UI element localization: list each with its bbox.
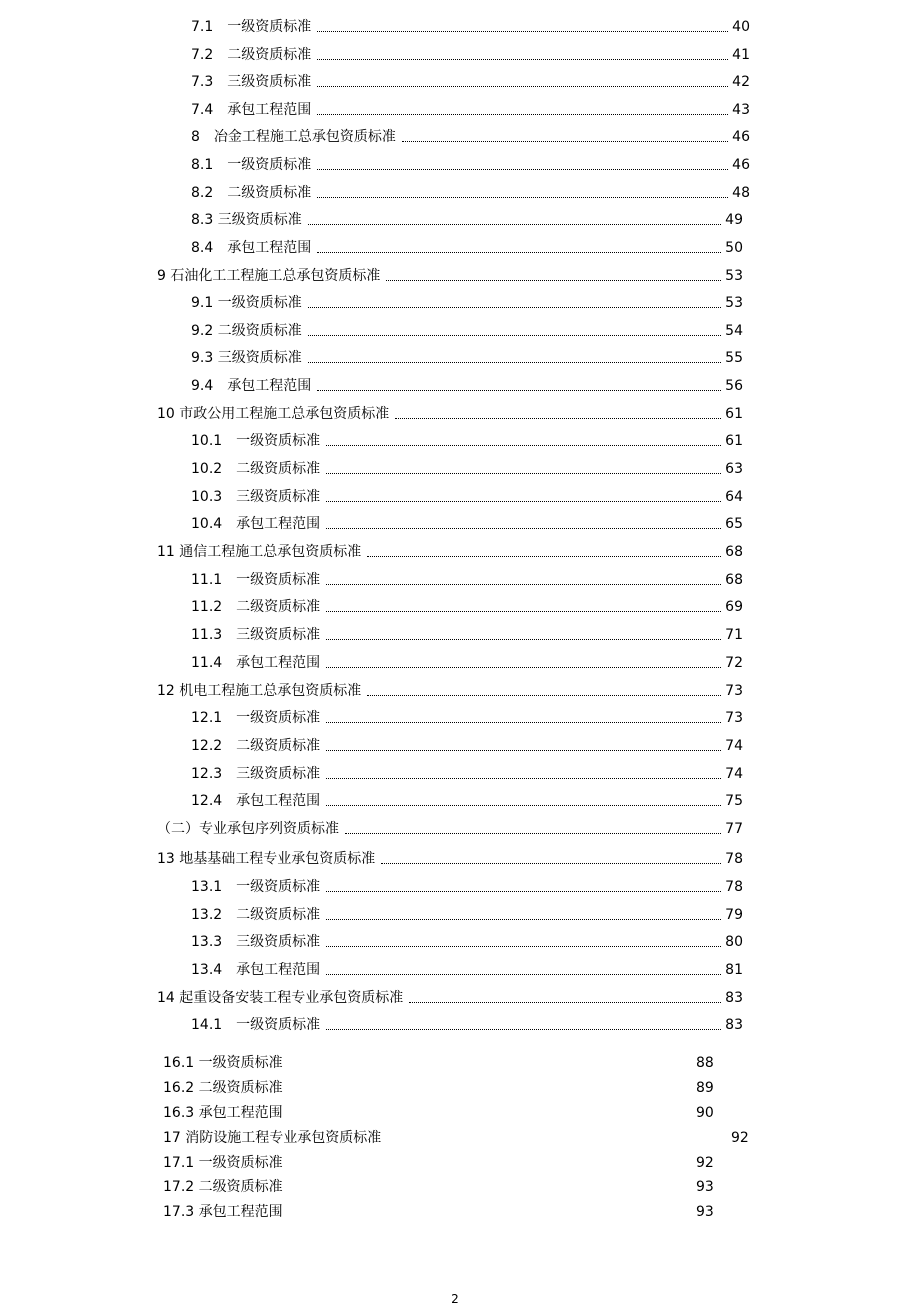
- toc-entry[interactable]: [191, 960, 743, 980]
- dot-leader: [326, 891, 721, 892]
- toc-entry-page: 69: [725, 599, 743, 615]
- toc-entry-page: 50: [725, 240, 743, 256]
- toc-entry[interactable]: [191, 321, 743, 341]
- toc-entry-page: 56: [725, 378, 743, 394]
- toc-entry-page: 90: [696, 1105, 714, 1121]
- dot-leader: [326, 501, 721, 502]
- dot-leader: [409, 1002, 721, 1003]
- toc-entry[interactable]: [191, 376, 743, 396]
- dot-leader: [326, 611, 721, 612]
- toc-entry-page: 53: [725, 268, 743, 284]
- dot-leader: [317, 390, 721, 391]
- toc-entry-label: 11 通信工程施工总承包资质标准: [157, 544, 362, 560]
- toc-entry-page: 78: [725, 879, 743, 895]
- toc-entry[interactable]: [157, 404, 743, 424]
- toc-entry-page: 61: [725, 406, 743, 422]
- toc-entry-label: 11.2 二级资质标准: [191, 599, 321, 615]
- toc-entry[interactable]: [191, 487, 743, 507]
- toc-entry-page: 61: [725, 433, 743, 449]
- dot-leader: [326, 528, 721, 529]
- toc-entry-label: 8 冶金工程施工总承包资质标准: [191, 129, 396, 145]
- dot-leader: [317, 169, 728, 170]
- toc-entry-label: 13.2 二级资质标准: [191, 907, 321, 923]
- toc-entry-page: 73: [725, 683, 743, 699]
- toc-entry-page: 75: [725, 793, 743, 809]
- toc-entry-label: 10 市政公用工程施工总承包资质标准: [157, 406, 390, 422]
- toc-entry-label: 8.2 二级资质标准: [191, 185, 312, 201]
- dot-leader: [308, 224, 721, 225]
- toc-entry-page: 48: [732, 185, 750, 201]
- toc-entry-page: 63: [725, 461, 743, 477]
- toc-entry[interactable]: [163, 1053, 763, 1073]
- toc-entry-label: 17.1 一级资质标准: [163, 1155, 283, 1171]
- toc-entry-label: （二）专业承包序列资质标准: [157, 821, 339, 837]
- toc-entry[interactable]: [157, 819, 743, 839]
- toc-entry-label: 14 起重设备安装工程专业承包资质标准: [157, 990, 404, 1006]
- dot-leader: [317, 197, 728, 198]
- toc-entry-label: 12.2 二级资质标准: [191, 738, 321, 754]
- dot-leader: [308, 307, 721, 308]
- toc-entry[interactable]: [191, 514, 743, 534]
- toc-entry-page: 42: [732, 74, 750, 90]
- toc-entry-page: 92: [731, 1130, 749, 1146]
- dot-leader: [326, 750, 721, 751]
- dot-leader: [326, 1029, 721, 1030]
- toc-entry-page: 64: [725, 489, 743, 505]
- toc-entry-page: 68: [725, 572, 743, 588]
- toc-entry[interactable]: [191, 293, 743, 313]
- toc-entry-page: 74: [725, 738, 743, 754]
- toc-entry-page: 46: [732, 157, 750, 173]
- dot-leader: [326, 974, 721, 975]
- toc-entry-page: 73: [725, 710, 743, 726]
- dot-leader: [326, 445, 721, 446]
- dot-leader: [308, 335, 721, 336]
- toc-entry-label: 12.1 一级资质标准: [191, 710, 321, 726]
- toc-entry-label: 11.1 一级资质标准: [191, 572, 321, 588]
- dot-leader: [326, 778, 721, 779]
- toc-entry[interactable]: [191, 431, 743, 451]
- toc-entry-page: 81: [725, 962, 743, 978]
- toc-entry-page: 40: [732, 19, 750, 35]
- dot-leader: [395, 418, 721, 419]
- toc-entry-label: 13 地基基础工程专业承包资质标准: [157, 851, 376, 867]
- toc-entry-page: 68: [725, 544, 743, 560]
- toc-entry-page: 93: [696, 1179, 714, 1195]
- toc-entry-page: 93: [696, 1204, 714, 1220]
- toc-entry-label: 7.3 三级资质标准: [191, 74, 312, 90]
- toc-entry[interactable]: [191, 348, 743, 368]
- toc-entry-page: 74: [725, 766, 743, 782]
- toc-entry-label: 9.4 承包工程范围: [191, 378, 312, 394]
- toc-entry-label: 16.2 二级资质标准: [163, 1080, 283, 1096]
- dot-leader: [326, 639, 721, 640]
- toc-entry-page: 71: [725, 627, 743, 643]
- dot-leader: [326, 919, 721, 920]
- toc-entry[interactable]: [191, 100, 750, 120]
- toc-entry[interactable]: [191, 877, 743, 897]
- toc-entry-label: 12 机电工程施工总承包资质标准: [157, 683, 362, 699]
- toc-entry-page: 83: [725, 990, 743, 1006]
- toc-entry[interactable]: [191, 459, 743, 479]
- toc-entry-page: 49: [725, 212, 743, 228]
- toc-entry[interactable]: [163, 1202, 763, 1222]
- dot-leader: [402, 141, 728, 142]
- toc-entry-page: 46: [732, 129, 750, 145]
- dot-leader: [367, 556, 721, 557]
- toc-entry-label: 10.4 承包工程范围: [191, 516, 321, 532]
- dot-leader: [326, 805, 721, 806]
- toc-entry-label: 11.4 承包工程范围: [191, 655, 321, 671]
- toc-entry-label: 10.2 二级资质标准: [191, 461, 321, 477]
- toc-entry-page: 41: [732, 47, 750, 63]
- dot-leader: [317, 86, 728, 87]
- dot-leader: [326, 584, 721, 585]
- toc-entry[interactable]: [191, 72, 750, 92]
- toc-entry-label: 13.4 承包工程范围: [191, 962, 321, 978]
- page-number: 2: [451, 1292, 459, 1306]
- toc-entry[interactable]: [157, 988, 743, 1008]
- toc-entry-page: 80: [725, 934, 743, 950]
- toc-entry[interactable]: [191, 183, 750, 203]
- toc-entry-label: 7.4 承包工程范围: [191, 102, 312, 118]
- toc-entry[interactable]: [191, 127, 750, 147]
- toc-entry[interactable]: [191, 708, 743, 728]
- toc-entry[interactable]: [191, 210, 743, 230]
- toc-entry[interactable]: [157, 266, 743, 286]
- toc-entry[interactable]: [163, 1078, 763, 1098]
- toc-entry[interactable]: [191, 1015, 743, 1035]
- toc-entry-page: 88: [696, 1055, 714, 1071]
- toc-entry[interactable]: [191, 653, 743, 673]
- dot-leader: [326, 667, 721, 668]
- toc-entry-label: 10.1 一级资质标准: [191, 433, 321, 449]
- dot-leader: [317, 59, 728, 60]
- toc-entry[interactable]: [191, 238, 743, 258]
- dot-leader: [326, 473, 721, 474]
- toc-entry-label: 12.3 三级资质标准: [191, 766, 321, 782]
- toc-entry-label: 16.1 一级资质标准: [163, 1055, 283, 1071]
- toc-entry-label: 14.1 一级资质标准: [191, 1017, 321, 1033]
- toc-entry-label: 7.2 二级资质标准: [191, 47, 312, 63]
- toc-entry[interactable]: [191, 932, 743, 952]
- toc-entry[interactable]: [191, 45, 750, 65]
- toc-entry-label: 13.1 一级资质标准: [191, 879, 321, 895]
- toc-entry-label: 9 石油化工工程施工总承包资质标准: [157, 268, 381, 284]
- dot-leader: [317, 114, 728, 115]
- toc-entry[interactable]: [191, 736, 743, 756]
- toc-entry[interactable]: [157, 542, 743, 562]
- toc-entry-page: 78: [725, 851, 743, 867]
- dot-leader: [386, 280, 721, 281]
- toc-entry[interactable]: [157, 849, 743, 869]
- dot-leader: [308, 362, 721, 363]
- dot-leader: [317, 31, 728, 32]
- toc-entry[interactable]: [163, 1153, 763, 1173]
- toc-entry[interactable]: [191, 764, 743, 784]
- toc-entry[interactable]: [191, 155, 750, 175]
- toc-entry-page: 72: [725, 655, 743, 671]
- dot-leader: [326, 722, 721, 723]
- toc-entry-label: 8.3 三级资质标准: [191, 212, 302, 228]
- toc-entry-label: 9.2 二级资质标准: [191, 323, 302, 339]
- toc-entry-label: 17.3 承包工程范围: [163, 1204, 283, 1220]
- toc-entry[interactable]: [157, 681, 743, 701]
- dot-leader: [317, 252, 721, 253]
- toc-entry-label: 8.1 一级资质标准: [191, 157, 312, 173]
- dot-leader: [345, 833, 721, 834]
- toc-entry-page: 53: [725, 295, 743, 311]
- toc-entry[interactable]: [191, 625, 743, 645]
- toc-entry-page: 77: [725, 821, 743, 837]
- toc-entry-label: 9.1 一级资质标准: [191, 295, 302, 311]
- toc-entry-page: 92: [696, 1155, 714, 1171]
- toc-entry-label: 10.3 三级资质标准: [191, 489, 321, 505]
- toc-entry-page: 83: [725, 1017, 743, 1033]
- toc-entry-page: 65: [725, 516, 743, 532]
- toc-entry-page: 89: [696, 1080, 714, 1096]
- toc-entry[interactable]: [163, 1177, 763, 1197]
- toc-entry-page: 54: [725, 323, 743, 339]
- toc-entry-label: 7.1 一级资质标准: [191, 19, 312, 35]
- toc-entry-label: 17.2 二级资质标准: [163, 1179, 283, 1195]
- toc-entry-label: 11.3 三级资质标准: [191, 627, 321, 643]
- toc-entry-label: 8.4 承包工程范围: [191, 240, 312, 256]
- toc-entry-label: 9.3 三级资质标准: [191, 350, 302, 366]
- toc-entry[interactable]: [191, 597, 743, 617]
- toc-entry-label: 13.3 三级资质标准: [191, 934, 321, 950]
- toc-entry[interactable]: [191, 570, 743, 590]
- toc-entry[interactable]: [163, 1103, 763, 1123]
- toc-entry-label: 17 消防设施工程专业承包资质标准: [163, 1130, 382, 1146]
- toc-entry-label: 16.3 承包工程范围: [163, 1105, 283, 1121]
- toc-entry[interactable]: [191, 905, 743, 925]
- toc-entry[interactable]: [163, 1128, 763, 1148]
- dot-leader: [326, 946, 721, 947]
- toc-entry[interactable]: [191, 17, 750, 37]
- toc-entry-page: 55: [725, 350, 743, 366]
- dot-leader: [381, 863, 721, 864]
- dot-leader: [367, 695, 721, 696]
- toc-entry[interactable]: [191, 791, 743, 811]
- toc-entry-page: 43: [732, 102, 750, 118]
- toc-entry-label: 12.4 承包工程范围: [191, 793, 321, 809]
- toc-entry-page: 79: [725, 907, 743, 923]
